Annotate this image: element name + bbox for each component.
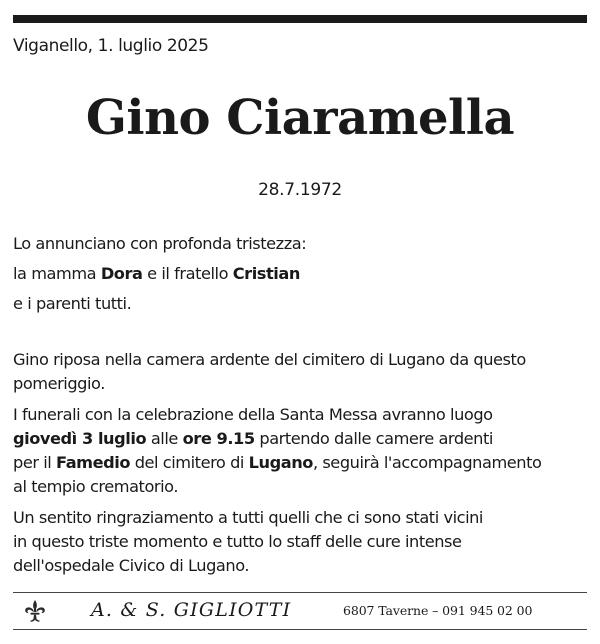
- announcement-line: e i parenti tutti.: [13, 294, 132, 313]
- funeral-line: I funerali con la celebrazione della Santa Messa avranno luogo: [13, 405, 493, 424]
- text-fragment: la mamma: [13, 264, 101, 283]
- funeral-time: ore 9.15: [182, 429, 255, 448]
- funeral-block: [13, 403, 588, 499]
- text-fragment: per il: [13, 453, 57, 472]
- famedio: Famedio: [56, 453, 131, 472]
- funeral-day: giovedì 3 luglio: [13, 429, 147, 448]
- announcement-line: Lo annunciano con profonda tristezza:: [13, 234, 307, 253]
- top-rule: [13, 15, 587, 23]
- thanks-block: [13, 506, 588, 578]
- text-fragment: , seguirà l'accompagnamento: [312, 453, 542, 472]
- thanks-line: in questo triste momento e tutto lo staff delle cure intense: [13, 532, 462, 551]
- birth-date: 28.7.1972: [258, 180, 342, 200]
- deceased-name: Gino Ciaramella: [85, 90, 515, 146]
- mother-name: Dora: [100, 264, 143, 283]
- funeral-home-name: A. & S. GIGLIOTTI: [91, 599, 292, 621]
- funeral-line: al tempio crematorio.: [13, 477, 179, 496]
- text-fragment: partendo dalle camere ardenti: [254, 429, 493, 448]
- thanks-line: Un sentito ringraziamento a tutti quelli che ci sono stati vicini: [13, 508, 483, 527]
- fleur-de-lis-icon: [23, 599, 47, 623]
- dateline: Viganello, 1. luglio 2025: [13, 36, 209, 56]
- funeral-line: [13, 451, 588, 475]
- thanks-line: dell'ospedale Civico di Lugano.: [13, 556, 250, 575]
- funeral-home-footer: [13, 593, 587, 629]
- brother-name: Cristian: [232, 264, 300, 283]
- text-fragment: del cimitero di: [130, 453, 249, 472]
- announcement-block: [13, 229, 588, 319]
- funeral-line: [13, 427, 588, 451]
- footer-bottom-rule: [13, 629, 587, 630]
- wake-line: Gino riposa nella camera ardente del cimitero di Lugano da questo: [13, 350, 526, 369]
- text-fragment: alle: [146, 429, 183, 448]
- place-lugano: Lugano: [248, 453, 313, 472]
- text-fragment: e il fratello: [142, 264, 233, 283]
- wake-line: pomeriggio.: [13, 374, 105, 393]
- wake-block: [13, 348, 588, 396]
- funeral-home-contact: 6807 Taverne – 091 945 02 00: [343, 603, 533, 618]
- announcement-line: [13, 259, 588, 289]
